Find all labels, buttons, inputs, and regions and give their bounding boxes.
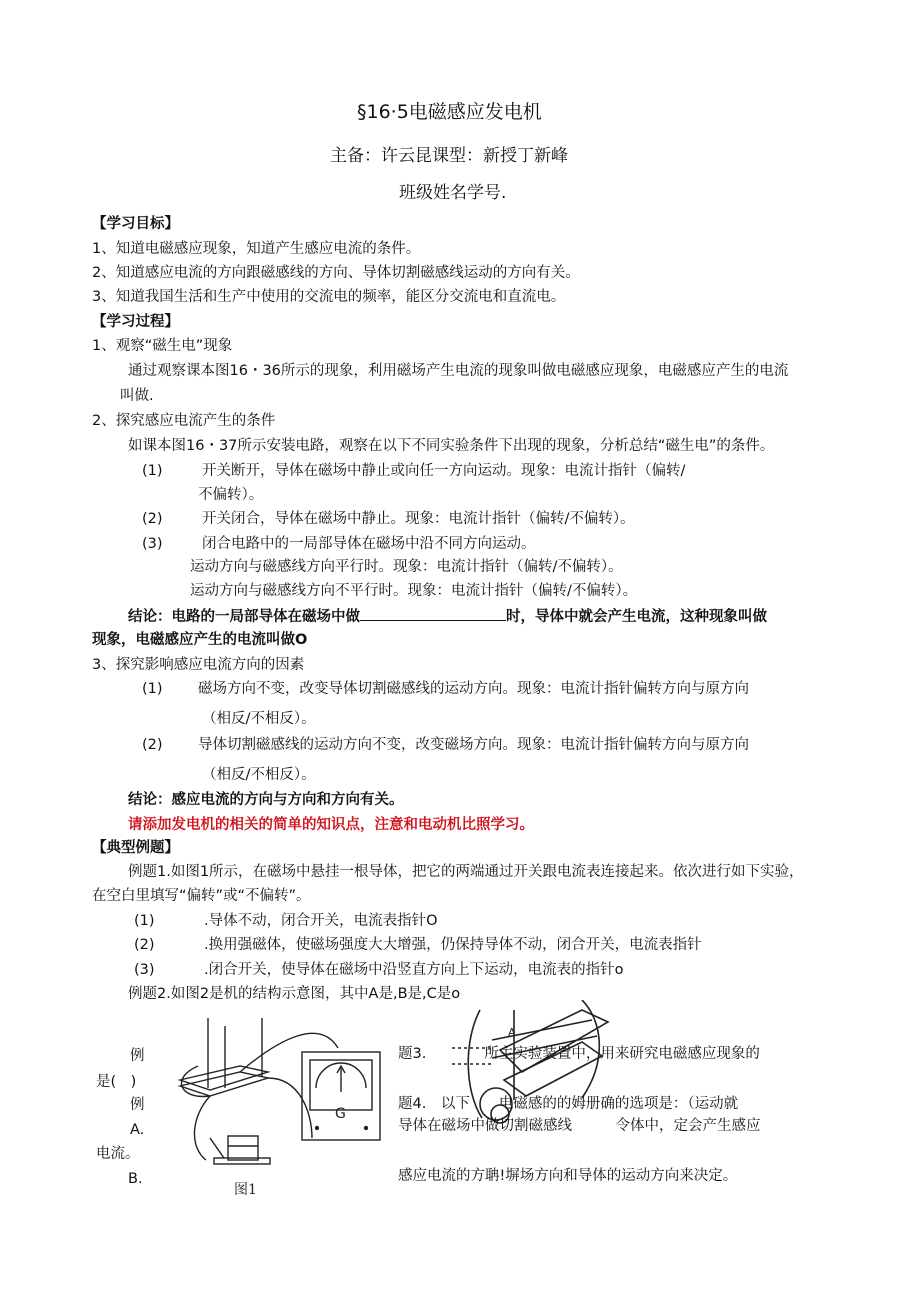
item-number: (1)	[134, 913, 155, 929]
left-col-text: 例	[130, 1048, 145, 1064]
section-2-item-2: 开关闭合，导体在磁场中静止。现象：电流计指针（偏转/不偏转）。	[202, 511, 635, 527]
section-3-title: 3、探究影响感应电流方向的因素	[92, 657, 305, 673]
left-col-text: B.	[128, 1171, 143, 1187]
student-info-line: 班级姓名学号.	[399, 183, 507, 203]
example-1-item-2: .换用强磁体，使磁场强度大大增强，仍保持导体不动，闭合开关，电流表指针	[204, 937, 702, 953]
section-3-item-2: 导体切割磁感线的运动方向不变，改变磁场方向。现象：电流计指针偏转方向与原方向	[198, 737, 749, 753]
section-2-conclusion-cont: 现象，电磁感应产生的电流叫做O	[92, 632, 308, 648]
left-col-text: 例	[130, 1097, 145, 1113]
section-2-item-3: 闭合电路中的一局部导体在磁场中沿不同方向运动。	[202, 536, 536, 552]
section-2-title: 2、探究感应电流产生的条件	[92, 413, 276, 429]
section-2-item-1: 开关断开，导体在磁场中静止或向任一方向运动。现象：电流计指针（偏转/	[202, 463, 686, 479]
section-2-item-1-cont: 不偏转）。	[198, 487, 264, 503]
process-heading: 【学习过程】	[92, 314, 179, 330]
left-col-text: 是( )	[96, 1074, 137, 1090]
question-4-option: 感应电流的方聃!塀场方向和导体的运动方向来决定。	[398, 1168, 738, 1184]
example-1-text-cont: 在空白里填写“偏转”或“不偏转”。	[92, 888, 311, 904]
item-number: (1)	[142, 681, 163, 697]
conclusion-text-b: 时，导体中就会产生电流，这种现象叫做	[506, 609, 767, 625]
figure-1-circuit-diagram	[170, 1018, 390, 1208]
objective-item-3: 3、知道我国生活和生产中使用的交流电的频率，能区分交流电和直流电。	[92, 289, 566, 305]
item-number: (2)	[134, 937, 155, 953]
item-number: (3)	[142, 536, 163, 552]
question-4-text: 题4. 以下 电磁感的的姆册确的选项是：（运动就	[398, 1096, 739, 1112]
left-col-text: A.	[130, 1122, 145, 1138]
objectives-heading: 【学习目标】	[92, 216, 179, 232]
conclusion-text-a: 结论：电路的一局部导体在磁场中做	[128, 609, 360, 625]
example-1-text: 例题1.如图1所示，在磁场中悬挂一根导体，把它的两端通过开关跟电流表连接起来。依次进行如下实验，	[128, 864, 804, 880]
section-3-conclusion: 结论：感应电流的方向与方向和方向有关。	[128, 792, 404, 808]
item-number: (2)	[142, 511, 163, 527]
fill-in-blank[interactable]	[360, 606, 506, 621]
figure-2-label-a: A	[508, 1026, 516, 1039]
question-4-option: 导体在磁场中做切割磁感线 令体中，定会产生感应	[398, 1118, 761, 1134]
section-1-title: 1、观察“磁生电”现象	[92, 338, 233, 354]
objective-item-2: 2、知道感应电流的方向跟磁感线的方向、导体切割磁感线运动的方向有关。	[92, 265, 580, 281]
example-2-text: 例题2.如图2是机的结构示意图，其中A是,B是,C是o	[128, 986, 461, 1002]
section-2-intro: 如课本图16・37所示安装电路，观察在以下不同实验条件下出现的现象，分析总结“磁生电”的条件。	[128, 438, 775, 454]
item-number: (1)	[142, 463, 163, 479]
question-3-text: 题3. 所主实验装置中，用来研究电磁感应现象的	[398, 1046, 760, 1062]
author-line: 主备：许云昆课型：新授丁新峰	[330, 146, 568, 166]
left-col-text: 电流。	[96, 1146, 140, 1162]
teacher-note: 请添加发电机的相关的简单的知识点，注意和电动机比照学习。	[128, 817, 534, 833]
page-title: §16·5电磁感应发电机	[357, 101, 542, 123]
example-1-item-1: .导体不动，闭合开关，电流表指针O	[204, 913, 438, 929]
item-number: (3)	[134, 962, 155, 978]
example-1-item-3: .闭合开关，使导体在磁场中沿竖直方向上下运动，电流表的指针o	[204, 962, 624, 978]
section-1-paragraph-end: 叫做.	[120, 388, 154, 404]
figure-1-caption: 图1	[234, 1182, 257, 1198]
examples-heading: 【典型例题】	[92, 840, 179, 856]
section-3-item-1-cont: （相反/不相反）。	[202, 711, 316, 727]
section-3-item-1: 磁场方向不变，改变导体切割磁感线的运动方向。现象：电流计指针偏转方向与原方向	[198, 681, 749, 697]
section-2-item-3-b: 运动方向与磁感线方向不平行时。现象：电流计指针（偏转/不偏转）。	[190, 583, 638, 599]
galvanometer-label: G	[335, 1106, 346, 1122]
section-1-paragraph: 通过观察课本图16・36所示的现象，利用磁场产生电流的现象叫做电磁感应现象，电磁感应产生的电流	[128, 363, 789, 379]
section-3-item-2-cont: （相反/不相反）。	[202, 767, 316, 783]
section-2-conclusion	[128, 606, 767, 627]
objective-item-1: 1、知道电磁感应现象，知道产生感应电流的条件。	[92, 241, 421, 257]
section-2-item-3-a: 运动方向与磁感线方向平行时。现象：电流计指针（偏转/不偏转）。	[190, 559, 623, 575]
item-number: (2)	[142, 737, 163, 753]
